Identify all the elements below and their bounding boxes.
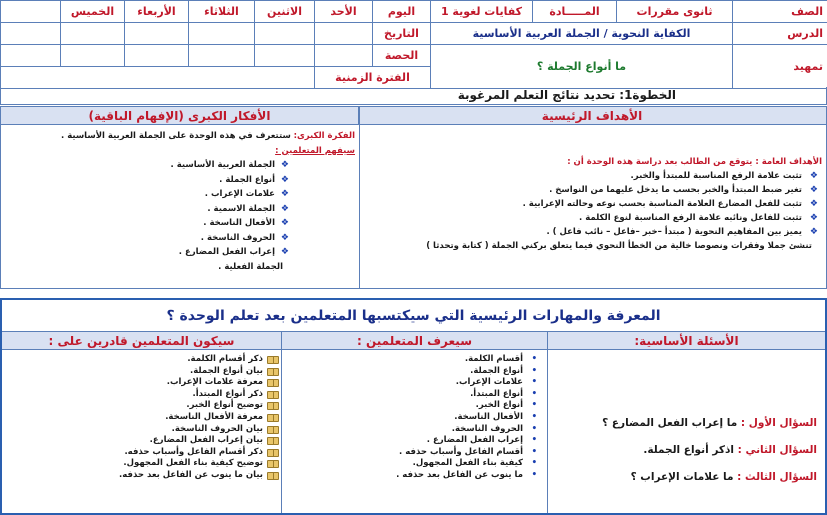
objectives-heading: الأهداف الرئيسية — [358, 107, 826, 125]
know-heading: سيعرف المتعلمين : — [282, 332, 547, 350]
list-item: ❖ تغير ضبط المبتدأ والخبر بحسب ما يدخل عليهما من النواسخ . — [549, 185, 818, 195]
list-item: • الحروف الناسخة. — [282, 424, 523, 436]
date-thursday[interactable] — [61, 23, 125, 45]
list-item: • إعراب الفعل المضارع . — [282, 435, 523, 447]
list-item: ❖ يميز بين المفاهيم النحوية ( مبتدأ –خبر –فاعل – نائب فاعل ) . — [546, 227, 818, 237]
lesson-label: الدرس — [733, 23, 827, 45]
list-item: • أقسام الكلمة. — [282, 354, 523, 366]
ideas-heading: الأفكار الكبرى (الإفهام الباقية) — [1, 107, 359, 125]
day-tuesday: الثلاثاء — [189, 1, 255, 23]
diamond-bullet-icon: ❖ — [809, 171, 818, 181]
list-item: توضيح كيفية بناء الفعل المجهول. — [2, 458, 263, 470]
day-monday: الاثنين — [255, 1, 315, 23]
list-item: توضيح أنواع الخبر. — [2, 400, 263, 412]
book-icon — [267, 414, 279, 422]
step-title: الخطوة1: تحديد نتائج التعلم المرغوبة — [0, 87, 827, 105]
list-item: ❖ تثبت علامة الرفع المناسبة للمبتدأ والخبر. — [630, 171, 818, 181]
list-item: • علامات الإعراب. — [282, 377, 523, 389]
goals-last-line: تنشئ جملا وفقرات ونصوصا خالية من الخطأ النحوي فيما يتعلق بركني الجملة ( كتابة وتحدثا ) — [426, 241, 812, 251]
day-wednesday: الأربعاء — [125, 1, 189, 23]
book-icon — [267, 426, 279, 434]
goals-list — [362, 169, 822, 239]
list-item: ❖ تثبت للفعل المضارع العلامة المناسبة بحسب نوعه وحالته الإعرابية . — [522, 199, 818, 209]
period-wednesday[interactable] — [125, 45, 189, 67]
period-blank — [1, 45, 61, 67]
diamond-bullet-icon: ❖ — [280, 232, 289, 243]
subject-value: كفايات لغوية 1 — [431, 1, 533, 23]
diamond-bullet-icon: ❖ — [280, 203, 289, 214]
skills-list — [2, 350, 281, 482]
day-thursday: الخميس — [61, 1, 125, 23]
date-label: التاريخ — [373, 23, 431, 45]
class-label: الصف — [733, 1, 827, 23]
diamond-bullet-icon: ❖ — [280, 160, 289, 170]
list-item: • ما ينوب عن الفاعل بعد حذفه . — [282, 470, 523, 482]
understand-label: سيفهم المتعلمين : — [275, 145, 355, 156]
list-item: • أنواع الخبر. — [282, 400, 523, 412]
know-column — [281, 332, 547, 513]
diamond-bullet-icon: ❖ — [809, 199, 818, 209]
subject-label: المـــــادة — [533, 1, 617, 23]
period-label: الحصة — [373, 45, 431, 67]
intro-value: ما أنواع الجملة ؟ — [431, 45, 733, 89]
list-item: بيان أنواع الجملة. — [2, 366, 263, 378]
book-icon — [267, 472, 279, 480]
list-item: ❖ الجملة الاسمية . — [5, 202, 275, 217]
big-idea: الفكرة الكبرى: ستتعرف في هذه الوحدة على الجملة العربية الأساسية . — [61, 131, 355, 141]
period-thursday[interactable] — [61, 45, 125, 67]
book-icon — [267, 460, 279, 468]
book-icon — [267, 356, 279, 364]
book-icon — [267, 391, 279, 399]
list-item: ❖ إعراب الفعل المضارع . — [5, 245, 275, 260]
list-item: بيان الحروف الناسخة. — [2, 424, 263, 436]
list-item: ❖ تثبت للفاعل ونائبه علامة الرفع المناسبة لنوع الكلمة . — [579, 213, 818, 223]
list-item: • أنواع المبتدأ. — [282, 389, 523, 401]
list-item: • الأفعال الناسخة. — [282, 412, 523, 424]
list-item: ذكر أقسام الفاعل وأسباب حذفه. — [2, 447, 263, 459]
question-3: السؤال الثالث : ما علامات الإعراب ؟ — [630, 471, 817, 483]
list-item: ❖ الأفعال الناسخة . — [5, 216, 275, 231]
day-sunday: الأحد — [315, 1, 373, 23]
diamond-bullet-icon: ❖ — [280, 218, 289, 228]
diamond-bullet-icon: ❖ — [280, 247, 289, 257]
book-icon — [267, 437, 279, 445]
skills-heading: سيكون المتعلمين قادرين على : — [2, 332, 281, 350]
book-icon — [267, 449, 279, 457]
period-tuesday[interactable] — [189, 45, 255, 67]
knowledge-skills-section — [0, 298, 827, 515]
book-icon — [267, 368, 279, 376]
day-label: اليوم — [373, 1, 431, 23]
list-item: • كيفية بناء الفعل المجهول. — [282, 458, 523, 470]
ideas-last-line: الجملة الفعلية . — [218, 261, 283, 272]
date-tuesday[interactable] — [189, 23, 255, 45]
timeframe-label: الفترة الزمنية — [315, 67, 431, 89]
objectives-section — [0, 106, 827, 289]
list-item: ذكر أقسام الكلمة. — [2, 354, 263, 366]
questions-list — [548, 350, 825, 491]
questions-column — [547, 332, 825, 513]
diamond-bullet-icon: ❖ — [280, 189, 289, 199]
intro-label: تمهيد — [733, 45, 827, 89]
timeframe-value[interactable] — [1, 67, 315, 89]
period-monday[interactable] — [255, 45, 315, 67]
diamond-bullet-icon: ❖ — [809, 185, 818, 195]
list-item: ❖ أنواع الجملة . — [5, 173, 275, 188]
class-value: ثانوى مقررات — [617, 1, 733, 23]
list-item: • أقسام الفاعل وأسباب حذفه . — [282, 447, 523, 459]
list-item: بيان ما ينوب عن الفاعل بعد حذفه. — [2, 470, 263, 482]
goals-block — [362, 155, 822, 253]
question-1: السؤال الأول : ما إعراب الفعل المضارع ؟ — [602, 417, 817, 429]
skills-column — [2, 332, 281, 513]
date-monday[interactable] — [255, 23, 315, 45]
date-wednesday[interactable] — [125, 23, 189, 45]
list-item: ❖ الحروف الناسخة . — [5, 231, 275, 246]
diamond-bullet-icon: ❖ — [809, 213, 818, 223]
section-divider — [359, 107, 360, 288]
list-item: ذكر أنواع المبتدأ. — [2, 389, 263, 401]
knowledge-columns — [2, 332, 825, 513]
list-item: معرفة علامات الإعراب. — [2, 377, 263, 389]
know-list — [282, 350, 547, 482]
date-blank — [1, 23, 61, 45]
knowledge-title: المعرفة والمهارات الرئيسية التي سيكتسبها المتعلمين بعد تعلم الوحدة ؟ — [2, 300, 825, 332]
date-sunday[interactable] — [315, 23, 373, 45]
diamond-bullet-icon: ❖ — [280, 174, 289, 185]
diamond-bullet-icon: ❖ — [809, 227, 818, 237]
list-item: بيان إعراب الفعل المضارع. — [2, 435, 263, 447]
list-item: • أنواع الجملة. — [282, 366, 523, 378]
list-item: ❖ علامات الإعراب . — [5, 187, 275, 202]
period-sunday[interactable] — [315, 45, 373, 67]
question-2: السؤال الثاني : اذكر أنواع الجملة. — [643, 444, 817, 456]
list-item: ❖ الجملة العربية الأساسية . — [5, 158, 275, 173]
header-blank — [1, 1, 61, 23]
lesson-value: الكفاية النحوية / الجملة العربية الأساسية — [431, 23, 733, 45]
general-goals-title: الأهداف العامة : يتوقع من الطالب بعد دراسة هذه الوحدة أن : — [567, 157, 822, 167]
ideas-list — [5, 158, 355, 260]
ideas-block — [5, 129, 355, 274]
header-table — [0, 0, 827, 89]
book-icon — [267, 379, 279, 387]
list-item: معرفة الأفعال الناسخة. — [2, 412, 263, 424]
book-icon — [267, 402, 279, 410]
questions-heading: الأسئلة الأساسية: — [548, 332, 825, 350]
